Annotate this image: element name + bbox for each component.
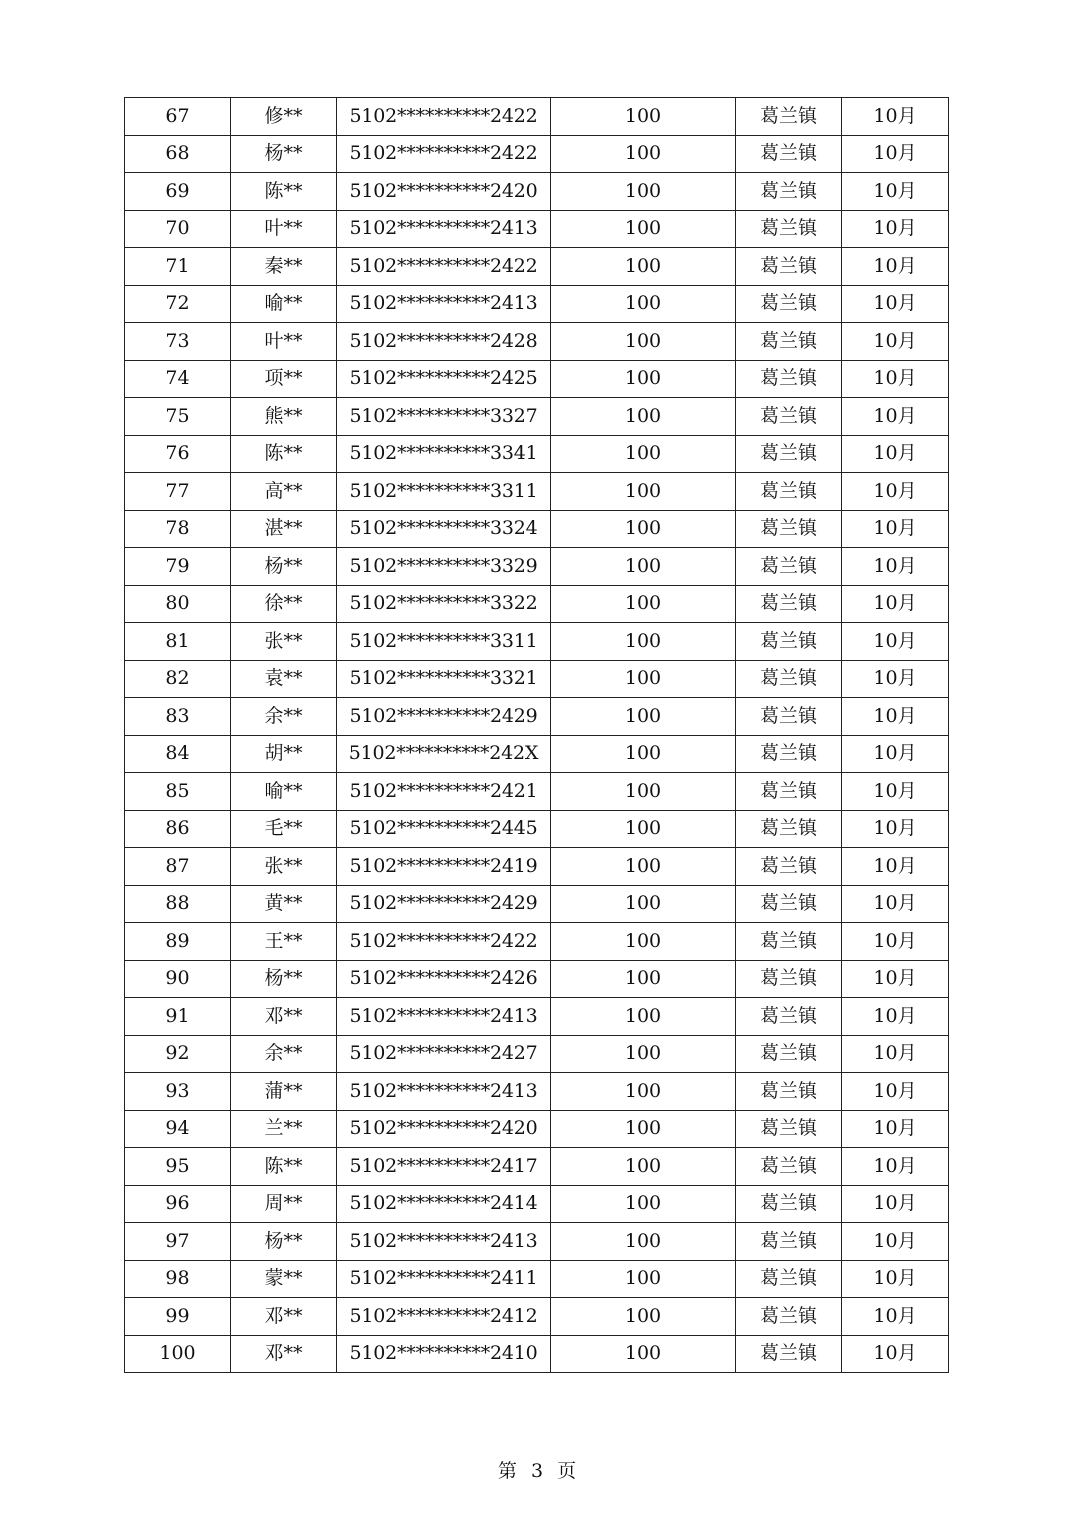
table-row [125, 998, 949, 1036]
cell-town: 葛兰镇 [736, 323, 842, 361]
cell-month: 10月 [842, 848, 949, 886]
cell-name: 邓** [231, 998, 337, 1036]
cell-town: 葛兰镇 [736, 473, 842, 511]
table-row [125, 735, 949, 773]
table-row [125, 510, 949, 548]
cell-id-number: 5102**********2422 [337, 923, 551, 961]
cell-name: 高** [231, 473, 337, 511]
cell-town: 葛兰镇 [736, 435, 842, 473]
cell-number: 76 [125, 435, 231, 473]
cell-town: 葛兰镇 [736, 285, 842, 323]
cell-month: 10月 [842, 698, 949, 736]
cell-number: 95 [125, 1148, 231, 1186]
cell-amount: 100 [551, 435, 736, 473]
cell-town: 葛兰镇 [736, 1148, 842, 1186]
cell-number: 99 [125, 1298, 231, 1336]
cell-amount: 100 [551, 698, 736, 736]
cell-month: 10月 [842, 510, 949, 548]
cell-number: 78 [125, 510, 231, 548]
cell-name: 毛** [231, 810, 337, 848]
cell-name: 秦** [231, 248, 337, 286]
cell-amount: 100 [551, 210, 736, 248]
cell-id-number: 5102**********2413 [337, 285, 551, 323]
table-row [125, 923, 949, 961]
cell-amount: 100 [551, 810, 736, 848]
cell-town: 葛兰镇 [736, 135, 842, 173]
cell-number: 90 [125, 960, 231, 998]
cell-number: 94 [125, 1110, 231, 1148]
cell-name: 杨** [231, 960, 337, 998]
cell-id-number: 5102**********2427 [337, 1035, 551, 1073]
cell-month: 10月 [842, 248, 949, 286]
cell-number: 84 [125, 735, 231, 773]
cell-number: 72 [125, 285, 231, 323]
table-row [125, 585, 949, 623]
cell-amount: 100 [551, 98, 736, 136]
table-row [125, 173, 949, 211]
table-row [125, 1185, 949, 1223]
cell-town: 葛兰镇 [736, 173, 842, 211]
cell-id-number: 5102**********2445 [337, 810, 551, 848]
cell-name: 袁** [231, 660, 337, 698]
cell-number: 98 [125, 1260, 231, 1298]
cell-name: 修** [231, 98, 337, 136]
cell-month: 10月 [842, 98, 949, 136]
table-row [125, 1148, 949, 1186]
cell-amount: 100 [551, 885, 736, 923]
cell-name: 杨** [231, 1223, 337, 1261]
cell-town: 葛兰镇 [736, 998, 842, 1036]
cell-town: 葛兰镇 [736, 848, 842, 886]
cell-month: 10月 [842, 885, 949, 923]
table-row [125, 1298, 949, 1336]
cell-name: 徐** [231, 585, 337, 623]
cell-month: 10月 [842, 1148, 949, 1186]
cell-id-number: 5102**********2429 [337, 698, 551, 736]
cell-name: 熊** [231, 398, 337, 436]
cell-id-number: 5102**********2420 [337, 173, 551, 211]
cell-number: 73 [125, 323, 231, 361]
cell-name: 叶** [231, 210, 337, 248]
cell-name: 蒙** [231, 1260, 337, 1298]
cell-month: 10月 [842, 998, 949, 1036]
cell-town: 葛兰镇 [736, 923, 842, 961]
cell-name: 邓** [231, 1335, 337, 1373]
cell-month: 10月 [842, 135, 949, 173]
cell-id-number: 5102**********3324 [337, 510, 551, 548]
cell-month: 10月 [842, 548, 949, 586]
cell-month: 10月 [842, 585, 949, 623]
cell-number: 87 [125, 848, 231, 886]
table-row [125, 135, 949, 173]
table-row [125, 1335, 949, 1373]
cell-name: 喻** [231, 773, 337, 811]
cell-id-number: 5102**********3311 [337, 473, 551, 511]
cell-number: 85 [125, 773, 231, 811]
cell-amount: 100 [551, 660, 736, 698]
cell-number: 79 [125, 548, 231, 586]
cell-number: 71 [125, 248, 231, 286]
cell-month: 10月 [842, 960, 949, 998]
cell-town: 葛兰镇 [736, 1185, 842, 1223]
cell-name: 周** [231, 1185, 337, 1223]
cell-amount: 100 [551, 473, 736, 511]
cell-month: 10月 [842, 1185, 949, 1223]
cell-id-number: 5102**********242X [337, 735, 551, 773]
cell-town: 葛兰镇 [736, 773, 842, 811]
cell-name: 胡** [231, 735, 337, 773]
cell-amount: 100 [551, 135, 736, 173]
cell-month: 10月 [842, 810, 949, 848]
cell-number: 89 [125, 923, 231, 961]
cell-month: 10月 [842, 398, 949, 436]
cell-month: 10月 [842, 435, 949, 473]
cell-name: 喻** [231, 285, 337, 323]
cell-name: 张** [231, 848, 337, 886]
cell-month: 10月 [842, 210, 949, 248]
cell-town: 葛兰镇 [736, 1260, 842, 1298]
cell-town: 葛兰镇 [736, 660, 842, 698]
cell-id-number: 5102**********2429 [337, 885, 551, 923]
cell-amount: 100 [551, 1073, 736, 1111]
table-row [125, 435, 949, 473]
cell-name: 王** [231, 923, 337, 961]
cell-id-number: 5102**********2413 [337, 998, 551, 1036]
page-prefix: 第 [497, 1460, 517, 1482]
table-row [125, 698, 949, 736]
cell-number: 91 [125, 998, 231, 1036]
cell-id-number: 5102**********3321 [337, 660, 551, 698]
cell-amount: 100 [551, 923, 736, 961]
cell-month: 10月 [842, 923, 949, 961]
cell-name: 兰** [231, 1110, 337, 1148]
table-row [125, 960, 949, 998]
cell-month: 10月 [842, 1260, 949, 1298]
cell-id-number: 5102**********3322 [337, 585, 551, 623]
table-row [125, 398, 949, 436]
cell-amount: 100 [551, 1035, 736, 1073]
cell-amount: 100 [551, 285, 736, 323]
cell-town: 葛兰镇 [736, 885, 842, 923]
cell-month: 10月 [842, 1073, 949, 1111]
cell-amount: 100 [551, 173, 736, 211]
cell-name: 陈** [231, 435, 337, 473]
cell-amount: 100 [551, 248, 736, 286]
cell-name: 张** [231, 623, 337, 661]
cell-month: 10月 [842, 735, 949, 773]
cell-town: 葛兰镇 [736, 1223, 842, 1261]
cell-amount: 100 [551, 510, 736, 548]
cell-amount: 100 [551, 623, 736, 661]
cell-number: 74 [125, 360, 231, 398]
cell-month: 10月 [842, 473, 949, 511]
cell-id-number: 5102**********2411 [337, 1260, 551, 1298]
table-row [125, 248, 949, 286]
cell-month: 10月 [842, 323, 949, 361]
table-row [125, 548, 949, 586]
cell-month: 10月 [842, 1298, 949, 1336]
cell-number: 88 [125, 885, 231, 923]
cell-amount: 100 [551, 998, 736, 1036]
cell-number: 100 [125, 1335, 231, 1373]
cell-amount: 100 [551, 360, 736, 398]
cell-number: 82 [125, 660, 231, 698]
cell-town: 葛兰镇 [736, 1073, 842, 1111]
cell-town: 葛兰镇 [736, 585, 842, 623]
cell-town: 葛兰镇 [736, 548, 842, 586]
page-number: 3 [530, 1460, 544, 1482]
cell-id-number: 5102**********2417 [337, 1148, 551, 1186]
cell-id-number: 5102**********2422 [337, 248, 551, 286]
cell-amount: 100 [551, 585, 736, 623]
cell-amount: 100 [551, 548, 736, 586]
cell-id-number: 5102**********2419 [337, 848, 551, 886]
table-row [125, 98, 949, 136]
cell-town: 葛兰镇 [736, 1298, 842, 1336]
cell-amount: 100 [551, 1335, 736, 1373]
cell-name: 黄** [231, 885, 337, 923]
cell-town: 葛兰镇 [736, 510, 842, 548]
cell-town: 葛兰镇 [736, 210, 842, 248]
cell-id-number: 5102**********3311 [337, 623, 551, 661]
cell-id-number: 5102**********2413 [337, 1073, 551, 1111]
subsidy-table [124, 97, 949, 1373]
table-body [125, 98, 949, 1373]
cell-town: 葛兰镇 [736, 1035, 842, 1073]
cell-town: 葛兰镇 [736, 623, 842, 661]
cell-id-number: 5102**********2425 [337, 360, 551, 398]
cell-amount: 100 [551, 1148, 736, 1186]
cell-id-number: 5102**********2410 [337, 1335, 551, 1373]
cell-id-number: 5102**********2421 [337, 773, 551, 811]
table-row [125, 773, 949, 811]
cell-amount: 100 [551, 773, 736, 811]
cell-id-number: 5102**********2413 [337, 1223, 551, 1261]
cell-month: 10月 [842, 1035, 949, 1073]
cell-month: 10月 [842, 1223, 949, 1261]
cell-month: 10月 [842, 660, 949, 698]
cell-name: 杨** [231, 135, 337, 173]
cell-amount: 100 [551, 1223, 736, 1261]
cell-town: 葛兰镇 [736, 810, 842, 848]
cell-id-number: 5102**********3341 [337, 435, 551, 473]
cell-month: 10月 [842, 360, 949, 398]
cell-name: 邓** [231, 1298, 337, 1336]
cell-amount: 100 [551, 398, 736, 436]
cell-name: 叶** [231, 323, 337, 361]
table-row [125, 885, 949, 923]
cell-town: 葛兰镇 [736, 98, 842, 136]
cell-number: 70 [125, 210, 231, 248]
cell-month: 10月 [842, 285, 949, 323]
cell-number: 93 [125, 1073, 231, 1111]
cell-number: 80 [125, 585, 231, 623]
cell-amount: 100 [551, 1260, 736, 1298]
cell-id-number: 5102**********2428 [337, 323, 551, 361]
cell-town: 葛兰镇 [736, 698, 842, 736]
cell-name: 陈** [231, 173, 337, 211]
cell-name: 陈** [231, 1148, 337, 1186]
table-row [125, 285, 949, 323]
cell-id-number: 5102**********3329 [337, 548, 551, 586]
cell-id-number: 5102**********2420 [337, 1110, 551, 1148]
cell-id-number: 5102**********2413 [337, 210, 551, 248]
cell-name: 杨** [231, 548, 337, 586]
table-row [125, 848, 949, 886]
cell-name: 余** [231, 698, 337, 736]
table-row [125, 1223, 949, 1261]
cell-id-number: 5102**********2422 [337, 98, 551, 136]
cell-number: 77 [125, 473, 231, 511]
table-row [125, 1035, 949, 1073]
cell-month: 10月 [842, 1110, 949, 1148]
cell-name: 蒲** [231, 1073, 337, 1111]
cell-number: 96 [125, 1185, 231, 1223]
cell-town: 葛兰镇 [736, 248, 842, 286]
cell-number: 75 [125, 398, 231, 436]
cell-number: 69 [125, 173, 231, 211]
cell-town: 葛兰镇 [736, 1110, 842, 1148]
page-suffix: 页 [557, 1460, 577, 1482]
cell-name: 湛** [231, 510, 337, 548]
table-row [125, 1260, 949, 1298]
page-footer [0, 1456, 1074, 1483]
cell-id-number: 5102**********2426 [337, 960, 551, 998]
cell-number: 83 [125, 698, 231, 736]
table-row [125, 1110, 949, 1148]
cell-number: 68 [125, 135, 231, 173]
cell-id-number: 5102**********2422 [337, 135, 551, 173]
table-row [125, 660, 949, 698]
cell-town: 葛兰镇 [736, 360, 842, 398]
table-row [125, 623, 949, 661]
table-row [125, 810, 949, 848]
cell-month: 10月 [842, 1335, 949, 1373]
cell-amount: 100 [551, 1110, 736, 1148]
table-row [125, 473, 949, 511]
cell-number: 67 [125, 98, 231, 136]
cell-amount: 100 [551, 1298, 736, 1336]
cell-name: 项** [231, 360, 337, 398]
cell-amount: 100 [551, 735, 736, 773]
cell-month: 10月 [842, 173, 949, 211]
cell-number: 86 [125, 810, 231, 848]
table-row [125, 323, 949, 361]
cell-amount: 100 [551, 323, 736, 361]
cell-month: 10月 [842, 623, 949, 661]
cell-amount: 100 [551, 1185, 736, 1223]
cell-amount: 100 [551, 960, 736, 998]
cell-town: 葛兰镇 [736, 735, 842, 773]
cell-number: 92 [125, 1035, 231, 1073]
table-row [125, 210, 949, 248]
cell-town: 葛兰镇 [736, 960, 842, 998]
cell-number: 81 [125, 623, 231, 661]
table-row [125, 360, 949, 398]
cell-name: 余** [231, 1035, 337, 1073]
cell-town: 葛兰镇 [736, 1335, 842, 1373]
cell-id-number: 5102**********3327 [337, 398, 551, 436]
cell-amount: 100 [551, 848, 736, 886]
cell-town: 葛兰镇 [736, 398, 842, 436]
cell-month: 10月 [842, 773, 949, 811]
cell-number: 97 [125, 1223, 231, 1261]
table-row [125, 1073, 949, 1111]
cell-id-number: 5102**********2414 [337, 1185, 551, 1223]
cell-id-number: 5102**********2412 [337, 1298, 551, 1336]
